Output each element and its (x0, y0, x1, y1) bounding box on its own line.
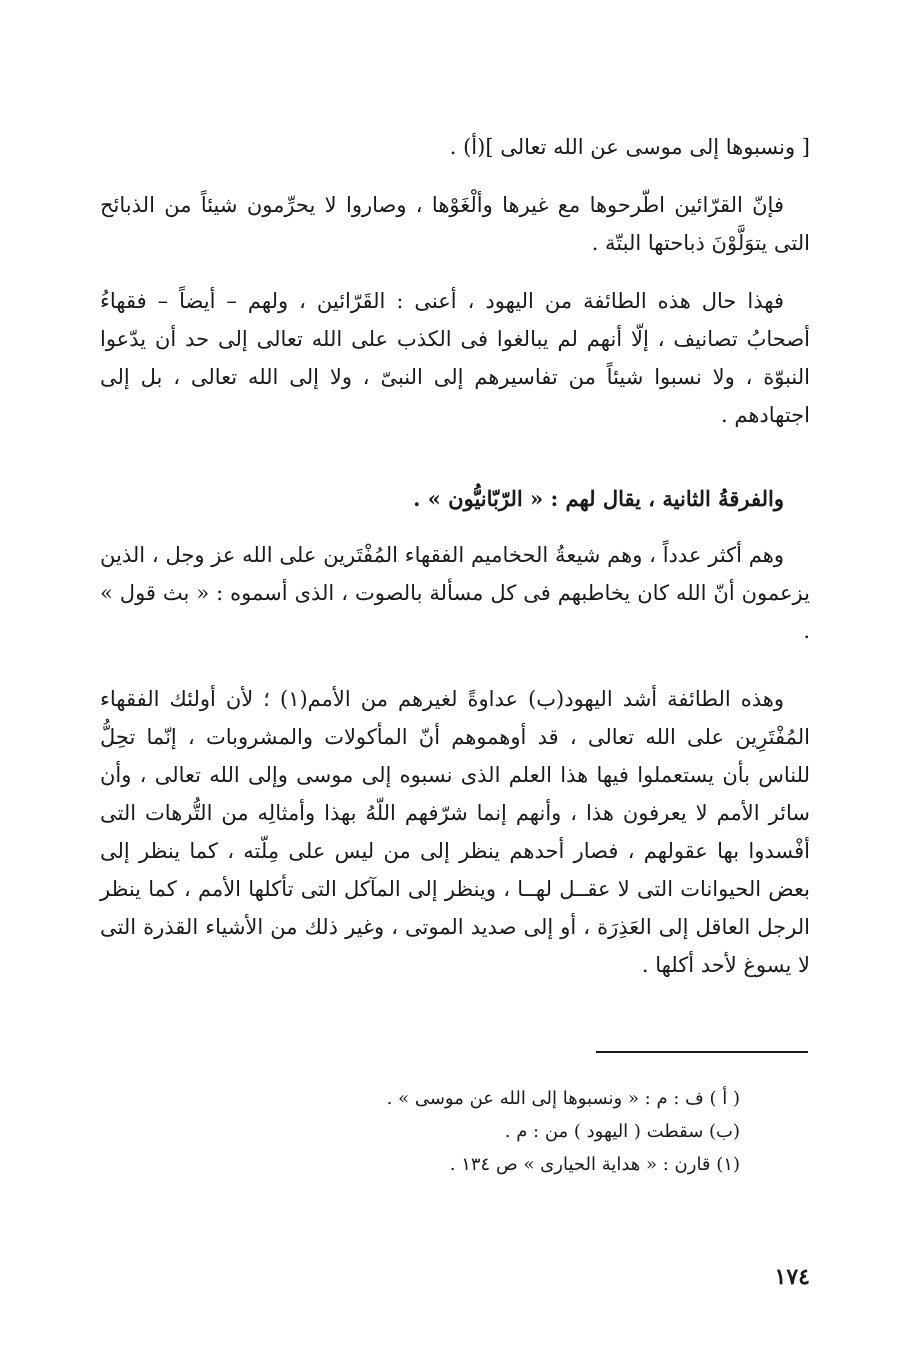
page-number: ١٧٤ (774, 1264, 810, 1290)
footnote-1: (١) قارن : « هداية الحيارى » ص ١٣٤ . (449, 1154, 740, 1175)
footnote-a: ( أ ) ف : م : « ونسبوها إلى الله عن موسى » . (386, 1088, 740, 1109)
body-text (100, 128, 810, 166)
paragraph-1: فإنّ القرّائين اطّرحوها مع غيرها وألْغَوْها ، وصاروا لا يحرِّمون شيئاً من الذبائح التى يتوَلَّوْنَ ذباحتها البتّة . (100, 193, 810, 255)
body-text (100, 480, 810, 518)
body-text (100, 186, 810, 262)
footnotes (330, 1082, 740, 1181)
quote-line: [ ونسبوها إلى موسى عن الله تعالى ](أ) . (449, 135, 810, 159)
footnote-divider (596, 1051, 808, 1053)
paragraph-4: وهذه الطائفة أشد اليهود(ب) عداوةً لغيرهم من الأمم(١) ؛ لأن أولئك الفقهاء المُفْتَرِين على الله تعالى ، قد أوهموهم أنّ المأكولات والمشروبات ، إنّما تحِلُّ للناس بأن يستعملوا فيها هذا العلم الذى نسبوه إلى موسى وإلى الله تعالى ، وأن سائر الأمم لا يعرفون هذا ، وأنهم إنما شرّفهم اللّهُ بهذا وأمثالِه من التُّرهات التى أفْسدوا بها عقولهم ، فصار أحدهم ينظر إلى من ليس على مِلّته ، كما ينظر إلى بعض الحيوانات التى لا عقــل لهــا ، وينظر إلى المآكل التى تأكلها الأمم ، كما ينظر الرجل العاقل إلى العَذِرَة ، أو إلى صديد الموتى ، وغير ذلك من الأشياء القذرة التى لا يسوغ لأحد أكلها . (100, 687, 811, 977)
paragraph-3: وهم أكثر عدداً ، وهم شيعةُ الحخاميم الفقهاء المُفْتَرين على الله عز وجل ، الذين يزعمون أنّ الله كان يخاطبهم فى كل مسألة بالصوت ، الذى أسموه : « بث قول » . (100, 543, 810, 643)
paragraph-2: فهذا حال هذه الطائفة من اليهود ، أعنى : القَرّائين ، ولهم – أيضاً – فقهاءُ أصحابُ تصانيف ، إلّا أنهم لم يبالغوا فى الكذب على الله تعالى إلى حد أن يدّعوا النبوّة ، ولا نسبوا شيئاً من تفاسيرهم إلى النبىّ ، ولا إلى الله تعالى ، بل إلى اجتهادهم . (100, 289, 810, 427)
body-text (100, 282, 810, 434)
footnote-b: (ب) سقطت ( اليهود ) من : م . (504, 1121, 740, 1142)
section-heading: والفرقةُ الثانية ، يقال لهم : « الرّبّانيُّون » . (413, 486, 784, 511)
body-text (100, 680, 810, 984)
body-text (100, 536, 810, 650)
